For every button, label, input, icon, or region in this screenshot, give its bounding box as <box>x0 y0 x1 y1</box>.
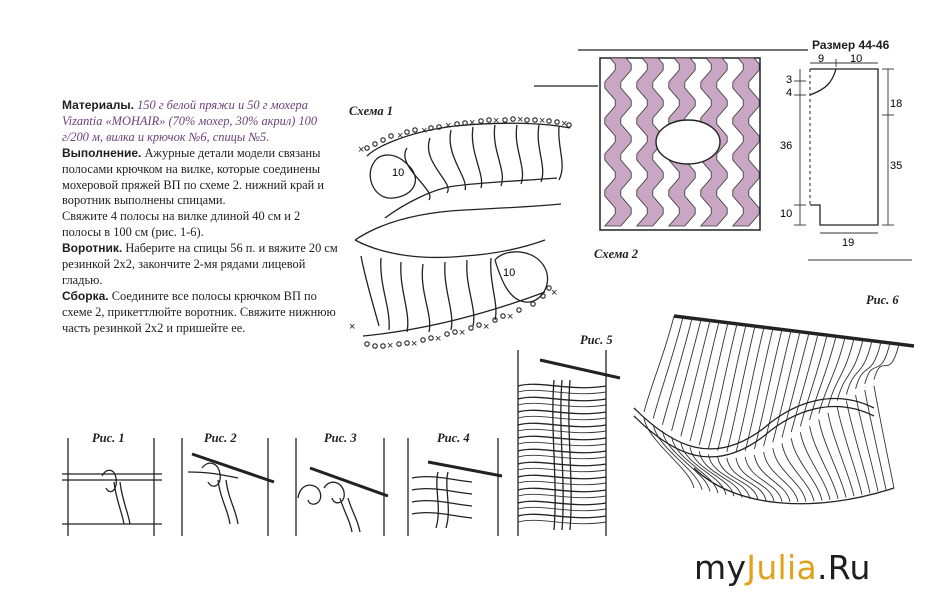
fig5-center-strand <box>561 380 563 530</box>
fig6-strand <box>856 342 881 389</box>
scheme2-caption: Схема 2 <box>594 247 639 261</box>
svg-text:×: × <box>397 130 404 142</box>
svg-text:×: × <box>539 115 546 127</box>
svg-text:×: × <box>358 144 365 156</box>
strips-body: Свяжите 4 полосы на вилке длиной 40 см и 2 полосы в 100 см (рис. 1-6). <box>62 209 301 240</box>
svg-text:×: × <box>411 338 418 350</box>
fig3-diagram <box>290 438 392 538</box>
svg-text:×: × <box>421 125 428 137</box>
assembly-label: Сборка. <box>62 288 109 303</box>
fig5-loop <box>518 397 606 400</box>
fig5-loop <box>518 475 606 478</box>
fig6-strand <box>699 451 742 497</box>
fig6-caption: Рис. 6 <box>866 293 899 307</box>
fig5-loop <box>518 416 606 419</box>
scheme1-cross-marks <box>349 114 567 352</box>
fig6-strand <box>773 448 806 502</box>
dim-left-b: 4 <box>786 87 793 99</box>
svg-text:×: × <box>435 333 442 345</box>
fig5-loop <box>518 514 606 517</box>
execution-label: Выполнение. <box>62 145 142 160</box>
fig5-loop <box>518 494 606 497</box>
fig6-strand <box>782 443 814 501</box>
materials-label: Материалы. <box>62 98 134 112</box>
scheme1-caption: Схема 1 <box>349 104 394 118</box>
collar-label: Воротник. <box>62 241 123 256</box>
fig3-caption: Рис. 3 <box>324 431 357 445</box>
fig5-loop <box>518 488 606 491</box>
fig5-loop <box>518 403 606 406</box>
dim-right-b: 35 <box>890 160 903 172</box>
scheme1-diagram <box>345 108 575 352</box>
fig6-strand <box>727 458 766 501</box>
fig6-strand <box>874 386 894 488</box>
fig6-strand <box>865 343 890 384</box>
fig5-loop <box>518 429 606 432</box>
dim-right-a: 18 <box>890 98 903 110</box>
svg-text:×: × <box>387 340 394 352</box>
garment-outline <box>780 53 906 255</box>
dim-top-a: 9 <box>818 53 825 65</box>
svg-text:×: × <box>561 118 568 130</box>
svg-text:×: × <box>507 311 514 323</box>
fig6-strand <box>846 341 872 395</box>
scheme2-neck-opening <box>656 120 720 164</box>
scheme1-lower-loops <box>361 252 548 336</box>
fig6-strand <box>708 454 750 498</box>
scheme1-center-joins <box>355 204 561 257</box>
size-label: Размер 44-46 <box>812 38 890 52</box>
dim-top-b: 10 <box>850 53 863 65</box>
dim-left-c: 36 <box>780 140 793 152</box>
fig5-loop <box>518 410 606 413</box>
collar-body: Наберите на спицы 56 п. и вяжите 20 см резинкой 2х2, закончите 2-мя рядами лицевой гладью. <box>62 241 338 287</box>
execution-body: Ажурные детали модели связаны полосами крючком на вилке, которые соединены мохеровой пряжей ВП по схеме 2. нижний край и воротник выполнены спицами. <box>62 145 325 208</box>
body-outline <box>810 69 878 225</box>
fig6-fan-strands <box>644 316 899 502</box>
scheme1-loop-label-a: 10 <box>392 167 405 179</box>
fig5-caption: Рис. 5 <box>580 333 613 347</box>
dim-left-d: 10 <box>780 208 793 220</box>
svg-text:×: × <box>349 321 356 333</box>
dim-bottom: 19 <box>842 237 855 249</box>
svg-text:×: × <box>517 114 524 126</box>
fig1-diagram <box>62 438 164 538</box>
fig1-caption: Рис. 1 <box>92 431 125 445</box>
fig4-caption: Рис. 4 <box>437 431 470 445</box>
materials-body: 150 г белой пряжи и 50 г мохера Vizantia «MOHAIR» (70% мохер, 30% акрил) 100 г/200 м, вилка и крючок №6, спицы №5. <box>62 98 318 144</box>
neckline <box>810 69 836 95</box>
brand-prefix: my <box>694 548 747 587</box>
assembly-body: Соедините все полосы крючком ВП по схеме 2, прикеттлюйте воротник. Свяжите нижнюю часть резинкой 2х2 и пришейте ее. <box>62 288 336 335</box>
svg-text:×: × <box>483 321 490 333</box>
svg-text:×: × <box>551 287 558 299</box>
fig2-diagram <box>178 438 280 538</box>
dim-left-a: 3 <box>786 74 793 86</box>
svg-text:×: × <box>493 115 500 127</box>
fig5-loop <box>518 501 606 504</box>
svg-text:×: × <box>445 120 452 132</box>
fig6-strand <box>874 344 899 380</box>
brand-accent: Julia <box>746 548 817 587</box>
scheme2-diagram <box>600 58 768 238</box>
fig2-caption: Рис. 2 <box>204 431 237 445</box>
brand-suffix: .Ru <box>817 548 871 587</box>
fig6-strand <box>791 438 822 501</box>
fig5-loop <box>518 423 606 426</box>
fig5-diagram <box>510 350 622 540</box>
svg-text:×: × <box>469 117 476 129</box>
scheme1-loop-label-b: 10 <box>503 267 516 279</box>
fig6-strand <box>653 425 702 490</box>
fig5-loop <box>518 481 606 484</box>
fig5-center-strand <box>569 380 571 530</box>
brand-logo <box>694 548 871 587</box>
fig6-strand <box>800 335 827 426</box>
svg-text:×: × <box>459 327 466 339</box>
fig4-diagram <box>402 438 506 538</box>
fig5-loops <box>518 380 606 530</box>
fig5-loop <box>518 507 606 510</box>
fig6-diagram <box>634 298 914 518</box>
fig5-center-strand <box>553 380 555 530</box>
